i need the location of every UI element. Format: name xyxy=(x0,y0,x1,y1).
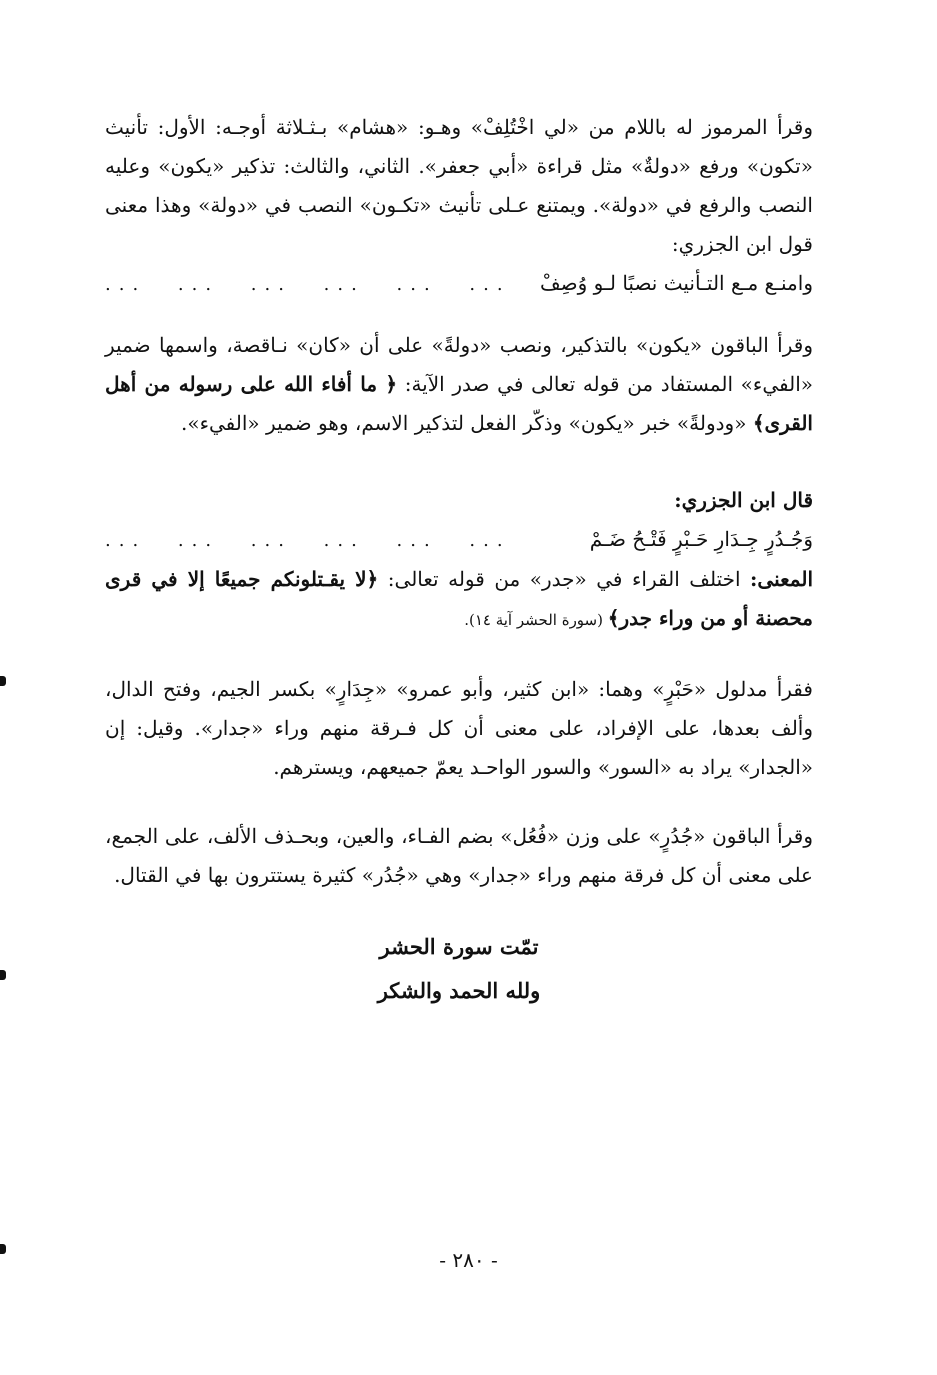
verse-line-1 xyxy=(105,264,813,304)
paragraph-others-reading xyxy=(105,326,813,443)
paragraph-jidar-reading: فقرأ مدلول «حَبْرٍ» وهما: «ابن كثير، وأبو عمرو» «جِدَارٍ» بكسر الجيم، وفتح الدال، وألف بعدها، على الإفراد، على معنى أن كل فـرقة منهم وراء «جدار». وقيل: إن «الجدار» يراد به «السور» والسور الواحـد يعمّ جميعهم، ويسترهم. xyxy=(105,677,814,779)
page-body xyxy=(105,108,813,1013)
page-number: - ٢٨٠ - xyxy=(439,1248,498,1272)
verse-hemistich: وَجُـدُرٍ جِـدَارِ حَـبْرٍ فَتْـحُ ضَـمْ xyxy=(589,527,813,551)
quran-quote: ﴿ ما أفاء الله على رسوله من أهل القرى﴾ xyxy=(105,372,813,435)
quran-quote: ﴿لا يقـتلونكم جميعًا إلا في قرى محصنة أو من وراء جدر﴾ xyxy=(105,567,813,630)
paragraph-meaning xyxy=(105,560,813,640)
paragraph-text: «ودولةً» خبر «يكون» وذكّر الفعل لتذكير الاسم، وهو ضمير «الفيء». xyxy=(180,411,753,435)
paragraph-text: اختلف القراء في «جدر» من قوله تعالى: xyxy=(378,567,751,591)
paragraph-hisham-reading: وقرأ المرموز له باللام من «لي اخْتُلِفْ» وهـو: «هشام» بـثـلاثة أوجـه: الأول: تأنيث «تكون» ورفع «دولةٌ» مثل قراءة «أبي جعفر». الثاني، والثالث: تذكير «يكون» وعليه النصب والرفع في «دولة». ويمتنع عـلى تأنيث «تكـون» النصب في «دولة» وهذا معنى قول ابن الجزري: xyxy=(105,115,813,256)
scan-edge-mark xyxy=(0,970,6,980)
verse-hemistich: وامنـع مـع التـأنيث نصبًا لـو وُصِفْ xyxy=(539,271,813,295)
closing-line-2: ولله الحمد والشكر xyxy=(377,978,541,1003)
closing-line-1: تمّت سورة الحشر xyxy=(379,934,539,959)
paragraph-judur-reading: وقرأ الباقون «جُدُرٍ» على وزن «فُعُل» بضم الفـاء، والعين، وبحـذف الألف، على الجمع، على معنى أن كل فرقة منهم وراء «جدار» وهي «جُدُر» كثيرة يستترون بها في القتال. xyxy=(105,824,813,887)
paragraph-text: وقرأ الباقون «يكون» بالتذكير، ونصب «دولةً» على أن «كان» نـاقصة، واسمها ضمير «الفيء» المستفاد من قوله تعالى في صدر الآية: xyxy=(105,333,813,396)
verse-line-2 xyxy=(105,520,813,560)
scan-edge-mark xyxy=(0,676,6,686)
verse-ellipsis: ... ... ... ... ... ... xyxy=(105,530,511,551)
meaning-label: المعنى: xyxy=(750,567,813,591)
verse-ellipsis: ... ... ... ... ... ... xyxy=(105,274,511,295)
surah-reference: (سورة الحشر آية ١٤). xyxy=(464,611,608,629)
scan-edge-mark xyxy=(0,1244,6,1254)
section-header: قال ابن الجزري: xyxy=(674,488,813,512)
